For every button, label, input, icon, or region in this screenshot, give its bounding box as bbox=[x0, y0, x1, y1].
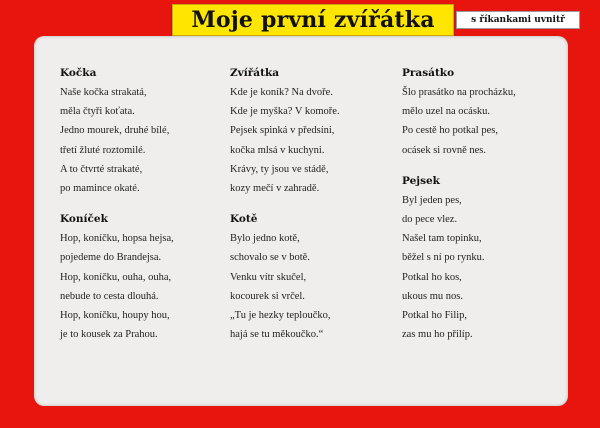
poem-line: kočka mlsá v kuchyni. bbox=[230, 144, 325, 156]
poem-line: kocourek si vrčel. bbox=[230, 290, 305, 302]
page-subtitle: s říkankami uvnitř bbox=[471, 15, 565, 25]
poem-line: je to kousek za Prahou. bbox=[60, 329, 158, 341]
poem-line: Po cestě ho potkal pes, bbox=[402, 125, 498, 137]
poem-title: Pejsek bbox=[402, 174, 440, 187]
poem-line: ukous mu nos. bbox=[402, 290, 463, 302]
poem-line: Hop, koníčku, ouha, ouha, bbox=[60, 271, 172, 283]
poem-line: třetí žluté roztomilé. bbox=[60, 144, 146, 156]
poem-line: hajá se tu měkoučko.“ bbox=[230, 329, 324, 341]
subtitle-box bbox=[456, 11, 580, 29]
poem-zviratka bbox=[230, 66, 390, 198]
poem-line: Hop, koníčku, houpy hou, bbox=[60, 310, 170, 322]
poem-line: Potkal ho kos, bbox=[402, 271, 462, 283]
poem-line: Venku vítr skučel, bbox=[230, 271, 307, 283]
poem-konicek bbox=[60, 212, 220, 344]
poem-line: Jedno mourek, druhé bílé, bbox=[60, 125, 170, 137]
poem-pejsek bbox=[402, 174, 562, 345]
poem-line: A to čtvrté strakaté, bbox=[60, 163, 143, 175]
title-banner bbox=[172, 4, 454, 36]
poem-line: zas mu ho přilíp. bbox=[402, 329, 473, 341]
poem-line: nebude to cesta dlouhá. bbox=[60, 290, 159, 302]
poem-line: mělo uzel na ocásku. bbox=[402, 106, 491, 118]
poem-kocka bbox=[60, 66, 220, 198]
poem-line: Kde je myška? V komoře. bbox=[230, 106, 340, 118]
poem-line: Šlo prasátko na procházku, bbox=[402, 87, 516, 98]
poem-title: Kočka bbox=[60, 67, 97, 79]
poem-line: Naše kočka strakatá, bbox=[60, 87, 147, 98]
poem-line: po mamince okaté. bbox=[60, 183, 140, 195]
poem-line: schovalo se v botě. bbox=[230, 252, 310, 264]
poem-line: měla čtyři koťata. bbox=[60, 106, 135, 118]
poem-line: pojedeme do Brandejsa. bbox=[60, 252, 162, 264]
poem-line: Našel tam topinku, bbox=[402, 233, 482, 245]
poem-line: do pece vlez. bbox=[402, 214, 458, 226]
poem-title: Kotě bbox=[230, 213, 258, 226]
poem-title: Zvířátka bbox=[230, 67, 280, 79]
poem-title: Koníček bbox=[60, 213, 108, 226]
poem-line: Pejsek spinká v předsíni, bbox=[230, 125, 335, 137]
poem-line: kozy mečí v zahradě. bbox=[230, 183, 320, 195]
poem-line: Krávy, ty jsou ve stádě, bbox=[230, 163, 329, 175]
column-3 bbox=[402, 66, 562, 358]
column-1 bbox=[60, 66, 220, 358]
poem-prasatko bbox=[402, 66, 562, 160]
poem-line: Potkal ho Filip, bbox=[402, 310, 468, 322]
poem-title: Prasátko bbox=[402, 67, 455, 79]
poems-card bbox=[34, 36, 568, 406]
poem-line: Kde je koník? Na dvoře. bbox=[230, 87, 333, 98]
poem-kote bbox=[230, 212, 390, 344]
poem-line: běžel s ní po rynku. bbox=[402, 252, 485, 264]
column-2 bbox=[230, 66, 390, 358]
poem-line: Bylo jedno kotě, bbox=[230, 233, 300, 245]
poem-line: ocásek si rovně nes. bbox=[402, 144, 486, 156]
poem-line: Hop, koníčku, hopsa hejsa, bbox=[60, 233, 174, 245]
poem-line: Byl jeden pes, bbox=[402, 194, 462, 206]
poem-line: „Tu je hezky teploučko, bbox=[230, 310, 331, 322]
page-title: Moje první zvířátka bbox=[191, 7, 435, 33]
